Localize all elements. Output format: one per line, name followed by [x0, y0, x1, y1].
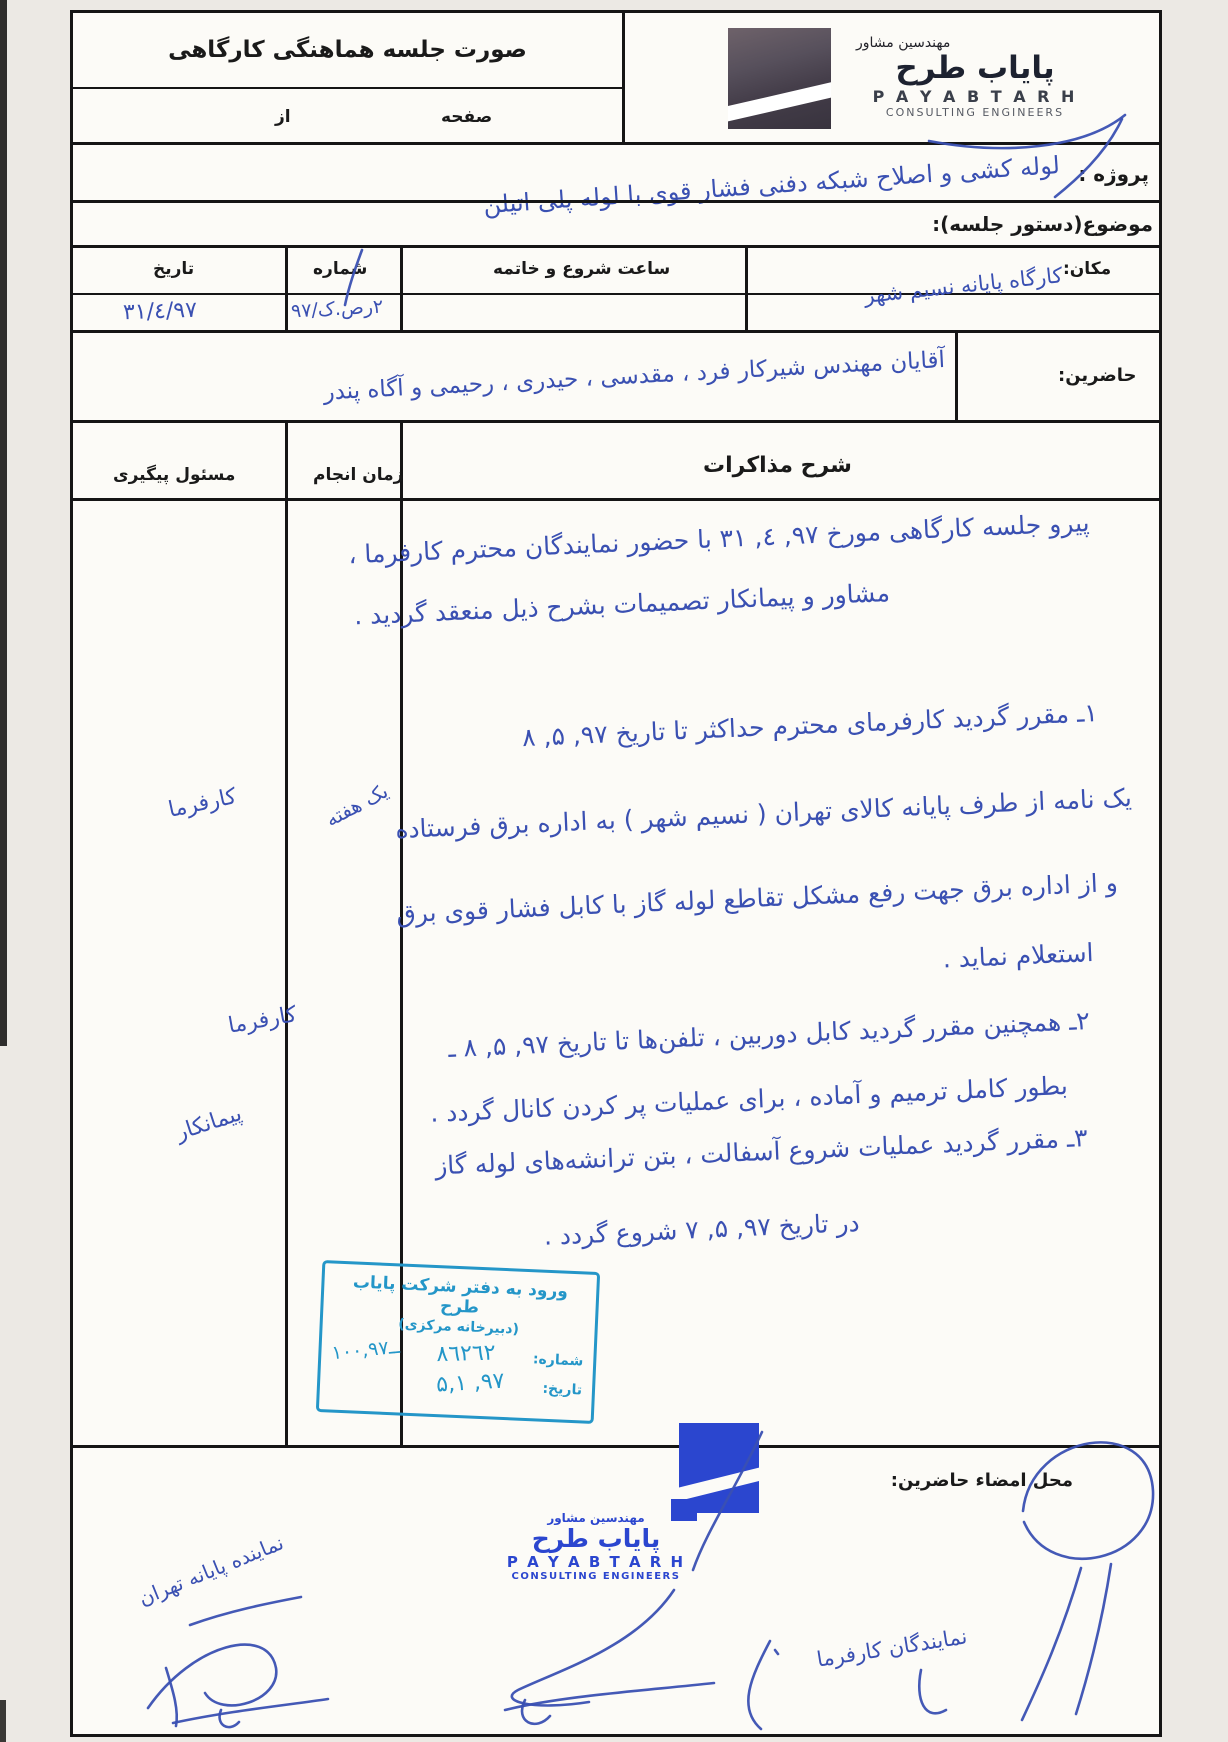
- scan-corner-artifact: [0, 1700, 6, 1742]
- stamp-number-extra-handwritten: ــ۱۰۰,۹۷: [330, 1335, 401, 1365]
- info-table: [73, 245, 1159, 330]
- responsible-note-handwritten: پیمانکار: [172, 1101, 246, 1146]
- brand-block: [850, 35, 1100, 119]
- stamp-line-1: ورود به دفتر شرکت پایاب طرح: [352, 1272, 569, 1318]
- logo-stripe-shape: [728, 80, 831, 124]
- office-entry-stamp: [316, 1260, 600, 1424]
- brand-name-fa: پایاب طرح: [895, 50, 1055, 86]
- header-row: [73, 13, 1159, 145]
- form-title: صورت جلسه هماهنگی کارگاهی: [168, 37, 527, 63]
- minutes-header-separator: [73, 498, 1159, 501]
- stamp-brand-consultants-fa: مهندسین مشاور: [547, 1511, 645, 1525]
- info-col-border-2: [400, 248, 403, 330]
- date-value-handwritten: ۹۷/٤/۳۱: [122, 297, 198, 326]
- discussion-header: شرح مذاکرات: [703, 453, 852, 478]
- time-note-handwritten: یک هفته: [321, 778, 392, 832]
- stamp-brand-name-fa: پایاب طرح: [531, 1524, 661, 1553]
- info-col-border-3: [745, 248, 748, 330]
- brand-tagline-en: CONSULTING ENGINEERS: [885, 105, 1065, 119]
- handwritten-line: ۳ـ مقرر گردید عملیات شروع آسفالت ، بتن ترانشه‌های لوله گاز: [434, 1123, 1089, 1181]
- brand-consultants-fa: مهندسین مشاور: [856, 35, 951, 51]
- handwritten-line: یک نامه از طرف پایانه کالای تهران ( نسیم شهر ) به اداره برق فرستاده: [394, 783, 1133, 845]
- brand-name-en: P A Y A B T A R H: [872, 86, 1078, 106]
- time-column-header: زمان انجام: [313, 465, 404, 485]
- logo-cell: [628, 13, 1159, 142]
- attendees-row: [73, 330, 1159, 420]
- info-col-border-1: [285, 248, 288, 330]
- attendees-value-handwritten: آقایان مهندس شیرکار فرد ، مقدسی ، حیدری ، رحیمی و آگاه پندر: [322, 347, 946, 406]
- stamp-date-value-handwritten: ۹۷, ۵,۱: [435, 1368, 506, 1398]
- signature-section: [73, 1445, 1159, 1734]
- responsible-note-handwritten: کارفرما: [166, 784, 239, 823]
- page-of-band: [73, 91, 622, 142]
- date-header: تاریخ: [153, 259, 195, 279]
- of-label: از: [275, 107, 291, 127]
- location-value-handwritten: کارگاه پایانه نسیم شهر: [863, 263, 1064, 308]
- project-value-handwritten: لوله کشی و اصلاح شبکه دفنی فشار قوی با لوله پلی اتیلن: [482, 151, 1061, 220]
- company-blue-stamp: [506, 1423, 771, 1633]
- stamp-number-value-handwritten: ۸٦۲٦۲: [436, 1340, 497, 1368]
- stamp-number-label: شماره:: [532, 1351, 584, 1370]
- handwritten-note-right: نمایندگان کارفرما: [815, 1624, 969, 1672]
- subject-row: [73, 200, 1159, 245]
- scan-edge-artifact: [0, 0, 7, 1046]
- company-logo-image: [728, 28, 831, 129]
- handwritten-line: در تاریخ ۹۷, ۵, ۷ شروع گردد .: [543, 1208, 861, 1251]
- minutes-col-border-1: [285, 423, 288, 1445]
- minutes-table: [73, 420, 1159, 1445]
- responsible-header: مسئول پیگیری: [113, 465, 236, 485]
- handwritten-line: استعلام نماید .: [942, 938, 1095, 974]
- form-title-band: [73, 13, 622, 89]
- number-header: شماره: [313, 259, 368, 279]
- signature-area-label: محل امضاء حاضرین:: [890, 1470, 1073, 1491]
- stamp-brand-tagline-en: CONSULTING ENGINEERS: [511, 1570, 681, 1582]
- attendees-label: حاضرین:: [1058, 365, 1137, 386]
- responsible-note-handwritten: کارفرما: [226, 1002, 299, 1039]
- page-label: صفحه: [441, 107, 493, 127]
- subject-label: موضوع(دستور جلسه):: [932, 212, 1153, 236]
- blue-logo-square: [679, 1423, 759, 1471]
- handwritten-line: بطور کامل ترمیم و آماده ، برای عملیات پر کردن کانال گردد .: [429, 1071, 1069, 1128]
- handwritten-line: پیرو جلسه کارگاهی مورخ ۹۷, ٤, ۳۱ با حضور نمایندگان محترم کارفرما ،: [347, 508, 1091, 570]
- stamp-brand-name-en: P A Y A B T A R H: [506, 1552, 686, 1571]
- handwritten-line: ۲ـ همچنین مقرر گردید کابل دوربین ، تلفن‌ها تا تاریخ ۹۷, ۵, ۸ ـ: [447, 1006, 1091, 1063]
- handwritten-note-left: نماینده پایانه تهران: [135, 1530, 287, 1611]
- handwritten-line: ۱ـ مقرر گردید کارفرمای محترم حداکثر تا تاریخ ۹۷, ۵, ۸: [521, 698, 1099, 753]
- title-cell: [73, 13, 625, 142]
- handwritten-line: و از اداره برق جهت رفع مشکل تقاطع لوله گاز با کابل فشار قوی برق: [395, 868, 1119, 929]
- stamp-line-2: (دبیرخانه مرکزی): [398, 1316, 520, 1338]
- number-value-handwritten: ۲رص.ک/۹۷: [290, 295, 384, 323]
- time-header: ساعت شروع و خاتمه: [493, 259, 671, 279]
- handwritten-line: مشاور و پیمانکار تصمیمات بشرح ذیل منعقد گردید .: [353, 578, 891, 631]
- stamp-date-row: [330, 1364, 583, 1400]
- project-label: پروژه :: [1078, 162, 1149, 186]
- stamp-date-label: تاریخ:: [542, 1380, 583, 1399]
- location-header: مکان:: [1063, 259, 1112, 279]
- form-sheet: [70, 10, 1162, 1737]
- attendees-divider: [955, 333, 958, 420]
- project-row: [73, 145, 1159, 220]
- blue-stamp-text: [476, 1511, 716, 1582]
